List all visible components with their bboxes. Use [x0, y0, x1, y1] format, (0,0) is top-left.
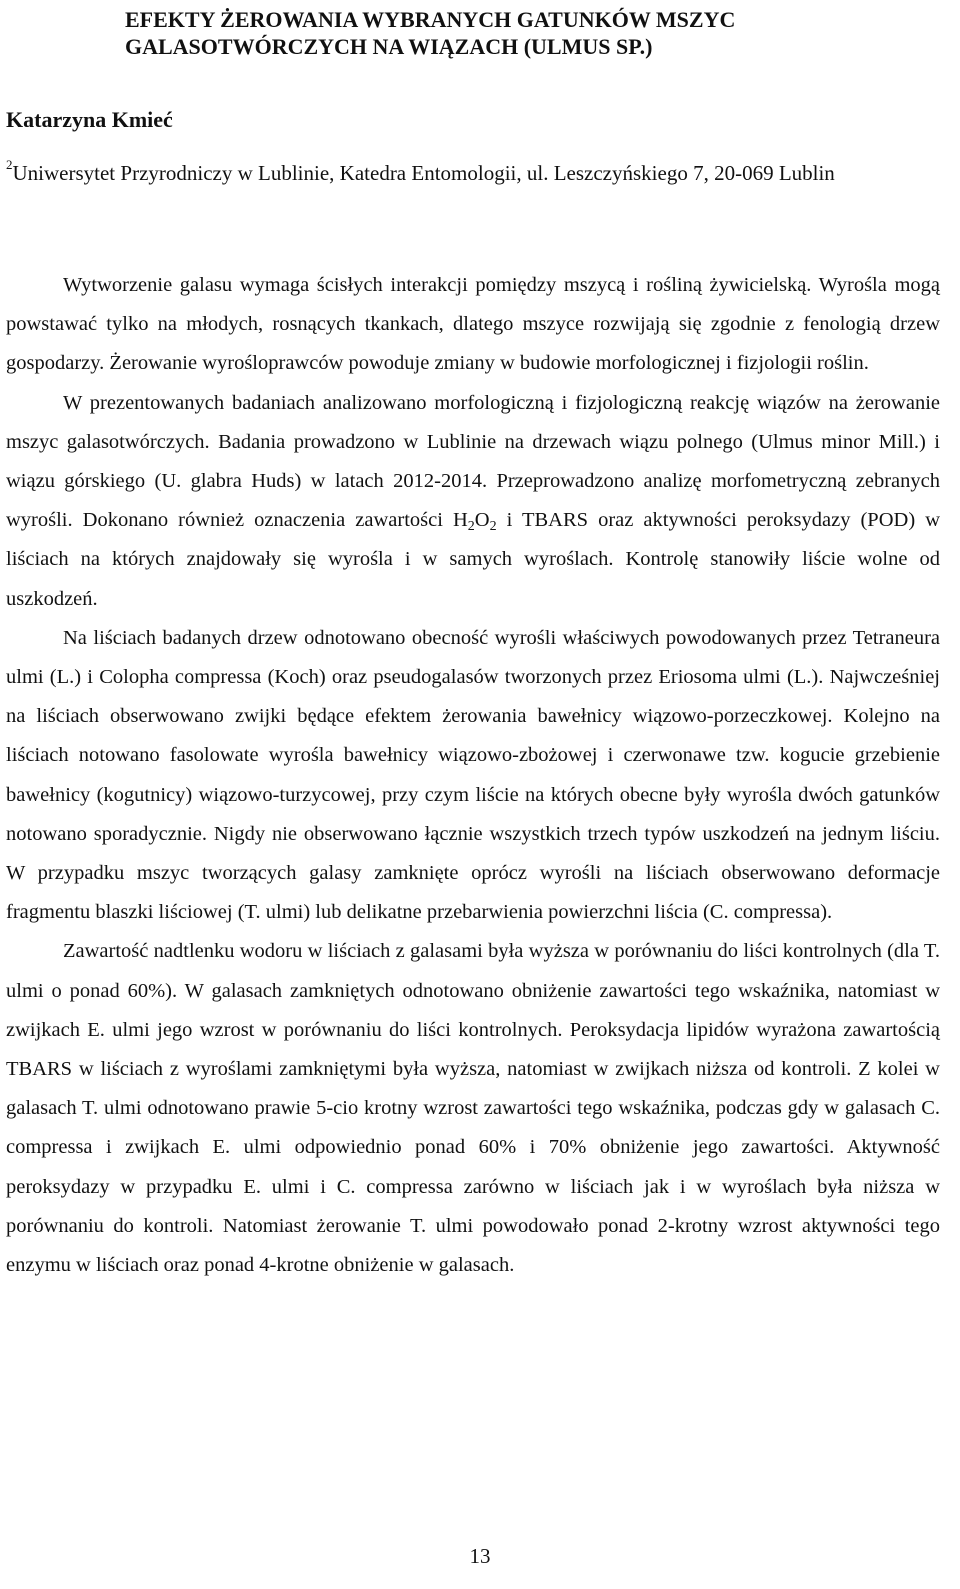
paragraph-4: Zawartość nadtlenku wodoru w liściach z galasami była wyższa w porównaniu do liści kontrolnych (dla T. ulmi o ponad 60%). W galasach zamkniętych odnotowano obniżenie zawartości tego wskaźnika, natomiast w zwijkach E. ulmi jego wzrost w porównaniu do liści kontrolnych. Peroksydacja lipidów wyrażona zawartością TBARS w liściach z wyroślami zamkniętymi była wyższa, natomiast w zwijkach niższa od kontroli. Z kolei w galasach T. ulmi odnotowano prawie 5-cio krotny wzrost zawartości tego wskaźnika, podczas gdy w galasach C. compressa i zwijkach E. ulmi odpowiednio ponad 60% i 70% obniżenie jego zawartości. Aktywność peroksydazy w przypadku E. ulmi i C. compressa zarówno w liściach jak i w wyroślach była niższa w porównaniu do kontroli. Natomiast żerowanie T. ulmi powodowało ponad 2-krotny wzrost aktywności tego enzymu w liściach oraz ponad 4-krotne obniżenie w galasach.	[6, 940, 940, 1277]
paragraph-2	[6, 384, 940, 619]
paper-title	[125, 6, 885, 60]
paragraph-3: Na liściach badanych drzew odnotowano obecność wyrośli właściwych powodowanych przez Tetraneura ulmi (L.) i Colopha compressa (Koch) oraz pseudogalasów tworzonych przez Eriosoma ulmi (L.). Najwcześniej na liściach obserwowano zwijki będące efektem żerowania bawełnicy wiązowo-porzeczkowej. Kolejno na liściach notowano fasolowate wyrośla bawełnicy wiązowo-zbożowej i czerwonawe tzw. kogucie grzebienie bawełnicy (kogutnicy) wiązowo-turzycowej, przy czym liście na których obecne były wyrośla dwóch gatunków notowano sporadycznie. Nigdy nie obserwowano łącznie wszystkich trzech typów uszkodzeń na jednym liściu. W przypadku mszyc tworzących galasy zamknięte oprócz wyrośli na liściach obserwowano deformacje fragmentu blaszki liściowej (T. ulmi) lub delikatne przebarwienia powierzchni liścia (C. compressa).	[6, 626, 940, 924]
subscript-h: 2	[467, 519, 475, 535]
author-name: Katarzyna Kmieć	[6, 107, 173, 132]
paragraph-2-part-a: W prezentowanych badaniach analizowano morfologiczną i fizjologiczną reakcję wiązów na żerowanie mszyc galasotwórczych. Badania prowadzono w Lublinie na drzewach wiązu polnego (Ulmus minor Mill.) i wiązu górskiego (U. glabra Huds) w latach 2012-2014. Przeprowadzono analizę morfometryczną zebranych wyrośli. Dokonano również oznaczenia zawartości H	[6, 391, 940, 532]
paragraph-1: Wytworzenie galasu wymaga ścisłych interakcji pomiędzy mszycą i rośliną żywicielską. Wyrośla mogą powstawać tylko na młodych, rosnących tkankach, dlatego mszyce rozwijają się zgodnie z fenologią drzew gospodarzy. Żerowanie wyrośloprawców powoduje zmiany w budowie morfologicznej i fizjologii roślin.	[6, 274, 940, 375]
affiliation-text: Uniwersytet Przyrodniczy w Lublinie, Katedra Entomologii, ul. Leszczyńskiego 7, 20-069 Lublin	[12, 161, 835, 185]
abstract-body	[6, 266, 940, 1285]
author-affiliation	[6, 158, 946, 188]
paragraph-2-part-b: O	[474, 509, 490, 532]
title-line-1: EFEKTY ŻEROWANIA WYBRANYCH GATUNKÓW MSZYC	[125, 7, 736, 32]
paragraph-2-part-c: i TBARS oraz aktywności peroksydazy (POD) w liściach na których znajdowały się wyrośla i w samych wyroślach. Kontrolę stanowiły liście wolne od uszkodzeń.	[6, 509, 940, 610]
affiliation-marker: 2	[6, 157, 13, 172]
subscript-o: 2	[489, 519, 497, 535]
page-number: 13	[469, 1544, 491, 1568]
title-line-2: GALASOTWÓRCZYCH NA WIĄZACH (ULMUS SP.)	[125, 34, 653, 59]
